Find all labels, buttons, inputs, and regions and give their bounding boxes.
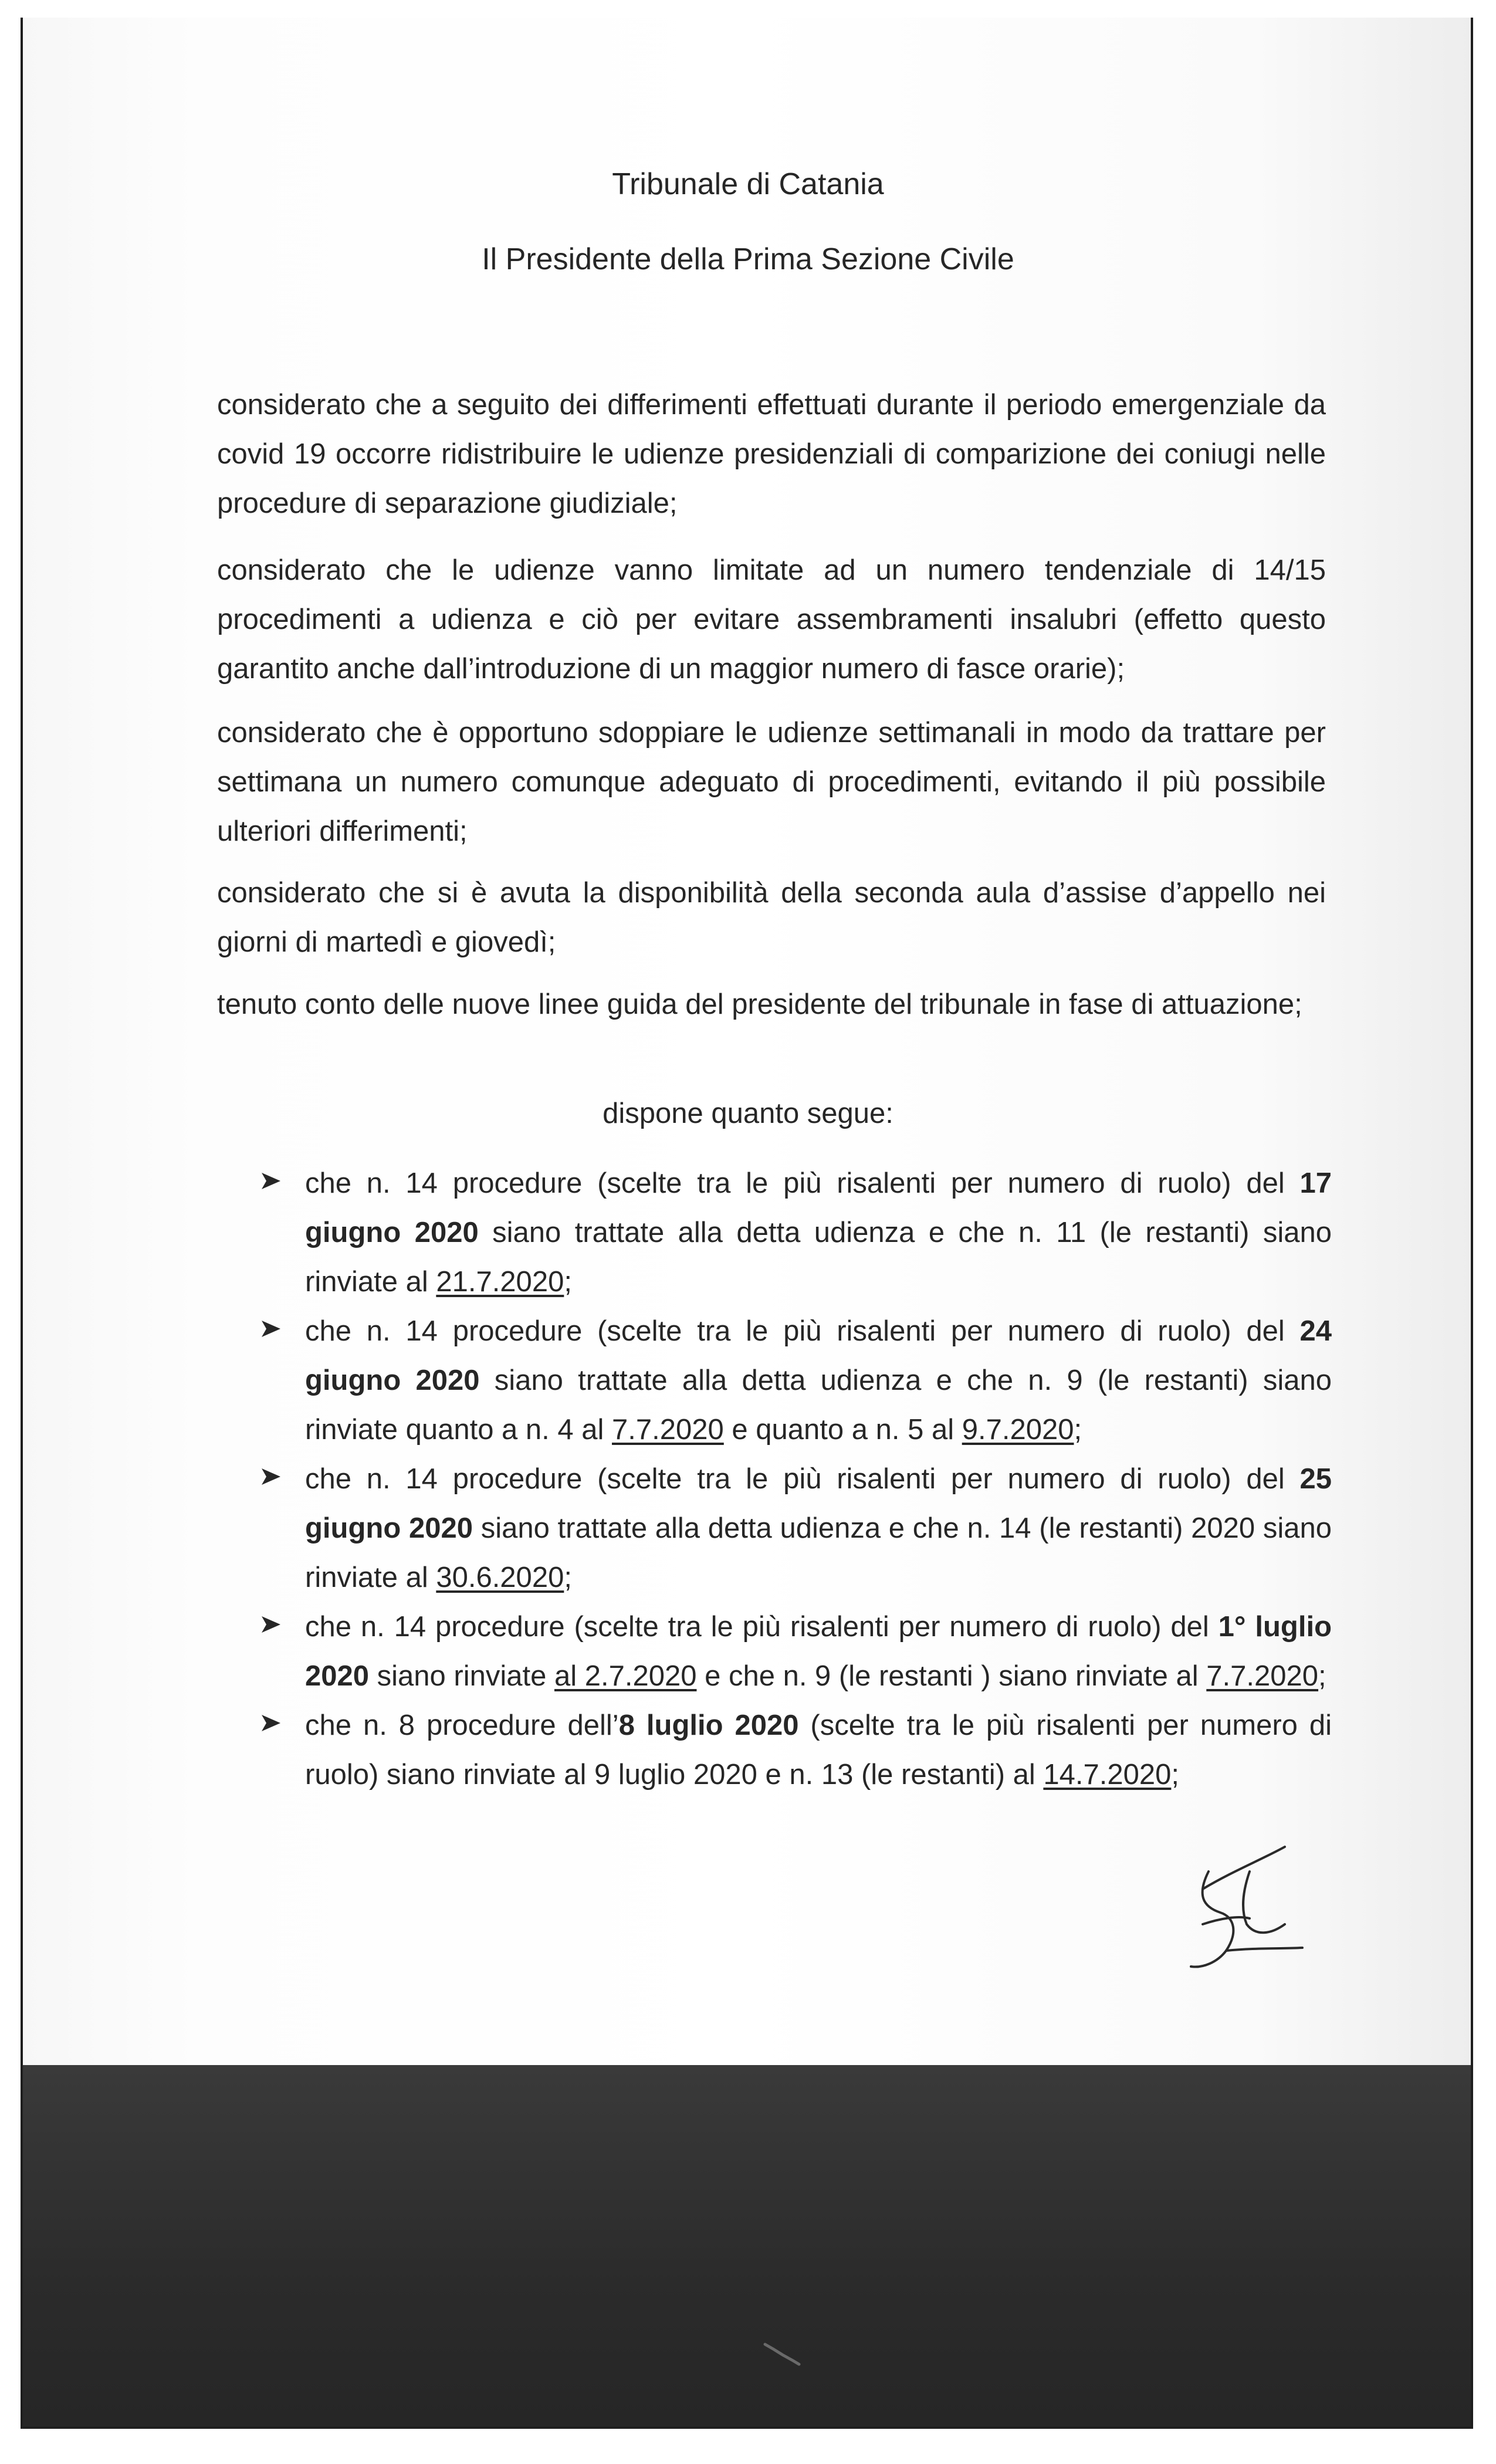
hearing-date: 25 giugno 2020 <box>305 1463 1332 1544</box>
scanner-background <box>23 2065 1471 2426</box>
postponement-date: al 2.7.2020 <box>554 1660 697 1692</box>
order-text: che n. 8 procedure dell’ <box>305 1710 619 1741</box>
order-text: siano rinviate <box>369 1660 554 1692</box>
order-item <box>258 1307 1332 1454</box>
consideration-paragraph: considerato che è opportuno sdoppiare le udienze settimanali in modo da trattare per settimana un numero comunque adeguato di procedimenti, evitando il più possibile ulteriori differimenti; <box>217 717 1326 847</box>
handwritten-signature <box>1167 1836 1314 1989</box>
order-text: che n. 14 procedure (scelte tra le più risalenti per numero di ruolo) del <box>305 1315 1300 1347</box>
order-text: siano trattate alla detta udienza e che n. 14 (le restanti) 2020 siano rinviate al <box>305 1512 1332 1593</box>
postponement-date: 30.6.2020 <box>436 1562 564 1593</box>
postponement-date: 7.7.2020 <box>1206 1660 1319 1692</box>
dispositive-intro: dispone quanto segue: <box>603 1098 893 1129</box>
order-item <box>258 1701 1332 1799</box>
order-item <box>258 1454 1332 1602</box>
postponement-date: 7.7.2020 <box>612 1414 724 1446</box>
order-text: siano trattate alla detta udienza e che n. 11 (le restanti) siano rinviate al <box>305 1217 1332 1298</box>
postponement-date: 14.7.2020 <box>1043 1759 1172 1791</box>
scan-dust-mark <box>763 2341 804 2367</box>
consideration-paragraph: tenuto conto delle nuove linee guida del presidente del tribunale in fase di attuazione; <box>217 989 1302 1020</box>
court-section-title: Il Presidente della Prima Sezione Civile <box>482 242 1014 276</box>
order-text: ; <box>564 1266 572 1298</box>
scan-border-bottom <box>21 2426 1473 2429</box>
order-text: (scelte tra le più risalenti per numero di ruolo) siano rinviate al 9 luglio 2020 e n. 13 (le restanti) al <box>305 1710 1332 1791</box>
order-text: ; <box>1074 1414 1082 1446</box>
arrowhead-bullet-icon <box>260 1466 282 1487</box>
order-item <box>258 1159 1332 1307</box>
hearing-date: 24 giugno 2020 <box>305 1315 1332 1396</box>
consideration-paragraph: considerato che le udienze vanno limitate ad un numero tendenziale di 14/15 procedimenti a udienza e ciò per evitare assembramenti insalubri (effetto questo garantito anche dall’introduzione di un maggior numero di fasce orarie); <box>217 554 1326 685</box>
order-text: siano trattate alla detta udienza e che n. 9 (le restanti) siano rinviate quanto a n. 4 al <box>305 1365 1332 1446</box>
order-text: che n. 14 procedure (scelte tra le più risalenti per numero di ruolo) del <box>305 1463 1300 1495</box>
orders-list <box>258 1159 1332 1799</box>
order-text: che n. 14 procedure (scelte tra le più risalenti per numero di ruolo) del <box>305 1611 1219 1643</box>
hearing-date: 8 luglio 2020 <box>618 1710 799 1741</box>
order-text: e quanto a n. 5 al <box>723 1414 962 1446</box>
arrowhead-bullet-icon <box>260 1318 282 1339</box>
order-item <box>258 1602 1332 1701</box>
arrowhead-bullet-icon <box>260 1170 282 1192</box>
order-text: ; <box>564 1562 572 1593</box>
postponement-date: 9.7.2020 <box>962 1414 1074 1446</box>
order-text: che n. 14 procedure (scelte tra le più risalenti per numero di ruolo) del <box>305 1167 1300 1199</box>
arrowhead-bullet-icon <box>260 1614 282 1635</box>
order-text: e che n. 9 (le restanti ) siano rinviate al <box>696 1660 1207 1692</box>
consideration-paragraph: considerato che si è avuta la disponibilità della seconda aula d’assise d’appello nei giorni di martedì e giovedì; <box>217 877 1326 958</box>
arrowhead-bullet-icon <box>260 1712 282 1734</box>
order-text: ; <box>1318 1660 1326 1692</box>
hearing-date: 1° luglio 2020 <box>305 1611 1332 1692</box>
consideration-paragraph: considerato che a seguito dei differimenti effettuati durante il periodo emergenziale da covid 19 occorre ridistribuire le udienze presidenziali di comparizione dei coniugi nelle procedure di separazione giudiziale; <box>217 389 1326 519</box>
court-title: Tribunale di Catania <box>612 167 884 201</box>
hearing-date: 17 giugno 2020 <box>305 1167 1332 1248</box>
order-text: ; <box>1171 1759 1180 1791</box>
postponement-date: 21.7.2020 <box>436 1266 564 1298</box>
